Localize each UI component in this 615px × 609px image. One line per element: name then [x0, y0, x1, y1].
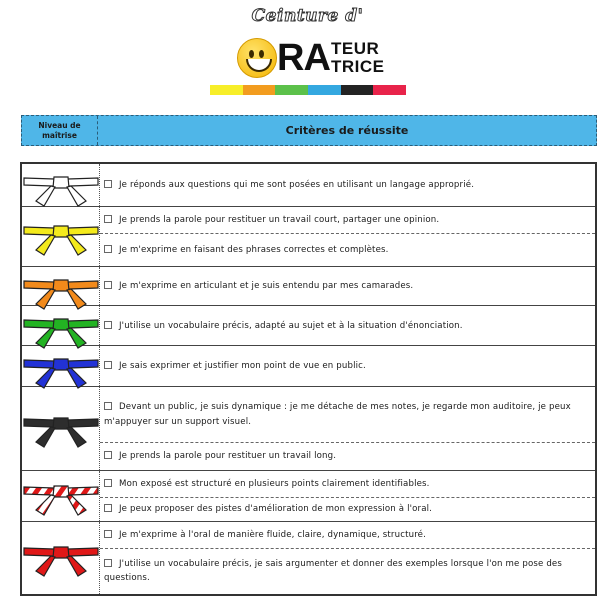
checkbox[interactable] [104, 180, 112, 188]
criterion: Mon exposé est structuré en plusieurs points clairement identifiables. [104, 471, 591, 497]
criterion: Devant un public, je suis dynamique : je me détache de mes notes, je regarde mon auditoire, je peux m'appuyer sur un support visuel. [104, 402, 571, 427]
logo-ra: RA [277, 37, 330, 79]
stripe-segment [275, 85, 308, 95]
criterion-divider [100, 497, 595, 498]
checkbox[interactable] [104, 361, 112, 369]
belt-icon [22, 387, 100, 470]
logo-trice: TRICE [331, 57, 385, 76]
logo-teur: TEUR [331, 39, 380, 58]
belt-table [20, 162, 597, 596]
criterion: Je m'exprime à l'oral de manière fluide, claire, dynamique, structuré. [104, 522, 591, 548]
checkbox[interactable] [104, 281, 112, 289]
stripe-segment [308, 85, 341, 95]
belt-icon [22, 471, 100, 521]
belt-row [22, 471, 595, 522]
belt-icon [22, 267, 100, 305]
checkbox[interactable] [104, 402, 112, 410]
checkbox[interactable] [104, 245, 112, 253]
checkbox[interactable] [104, 215, 112, 223]
belt-icon [22, 346, 100, 386]
belt-row [22, 346, 595, 387]
checkbox[interactable] [104, 451, 112, 459]
criterion: Je prends la parole pour restituer un travail court, partager une opinion. [104, 207, 591, 233]
criterion: J'utilise un vocabulaire précis, je sais argumenter et donner des exemples lorsque l'on me pose des questions. [104, 558, 562, 583]
checkbox[interactable] [104, 530, 112, 538]
belt-icon [22, 522, 100, 594]
checkbox[interactable] [104, 504, 112, 512]
belt-icon [22, 164, 100, 206]
table-header [21, 115, 597, 146]
belt-row [22, 164, 595, 207]
orateur-logo [237, 36, 387, 80]
stripe-segment [243, 85, 276, 95]
criterion: Je m'exprime en articulant et je suis entendu par mes camarades. [104, 267, 591, 306]
belt-row [22, 267, 595, 306]
belt-icon [22, 306, 100, 345]
stripe-segment [373, 85, 406, 95]
criterion-divider [100, 233, 595, 234]
checkbox[interactable] [104, 479, 112, 487]
belt-row [22, 522, 595, 594]
color-stripe [210, 85, 406, 95]
criterion-divider [100, 442, 595, 443]
belt-icon [22, 207, 100, 266]
belt-row [22, 306, 595, 346]
smiley-icon [237, 38, 277, 78]
stripe-segment [341, 85, 374, 95]
criterion-divider [100, 548, 595, 549]
stripe-segment [210, 85, 243, 95]
ceinture-title: Ceinture d' [251, 6, 364, 26]
belt-row [22, 207, 595, 267]
belt-row [22, 387, 595, 471]
criterion: Je sais exprimer et justifier mon point de vue en public. [104, 346, 591, 387]
checkbox[interactable] [104, 559, 112, 567]
criterion: J'utilise un vocabulaire précis, adapté au sujet et à la situation d'énonciation. [104, 306, 591, 346]
level-header: Niveau de maîtrise [22, 116, 98, 145]
criterion: Je peux proposer des pistes d'amélioration de mon expression à l'oral. [104, 497, 591, 522]
checkbox[interactable] [104, 321, 112, 329]
criterion: Je m'exprime en faisant des phrases correctes et complètes. [104, 233, 591, 267]
criterion: Je réponds aux questions qui me sont posées en utilisant un langage approprié. [104, 164, 591, 207]
criteria-header: Critères de réussite [285, 124, 409, 137]
criterion: Je prends la parole pour restituer un travail long. [104, 442, 591, 471]
